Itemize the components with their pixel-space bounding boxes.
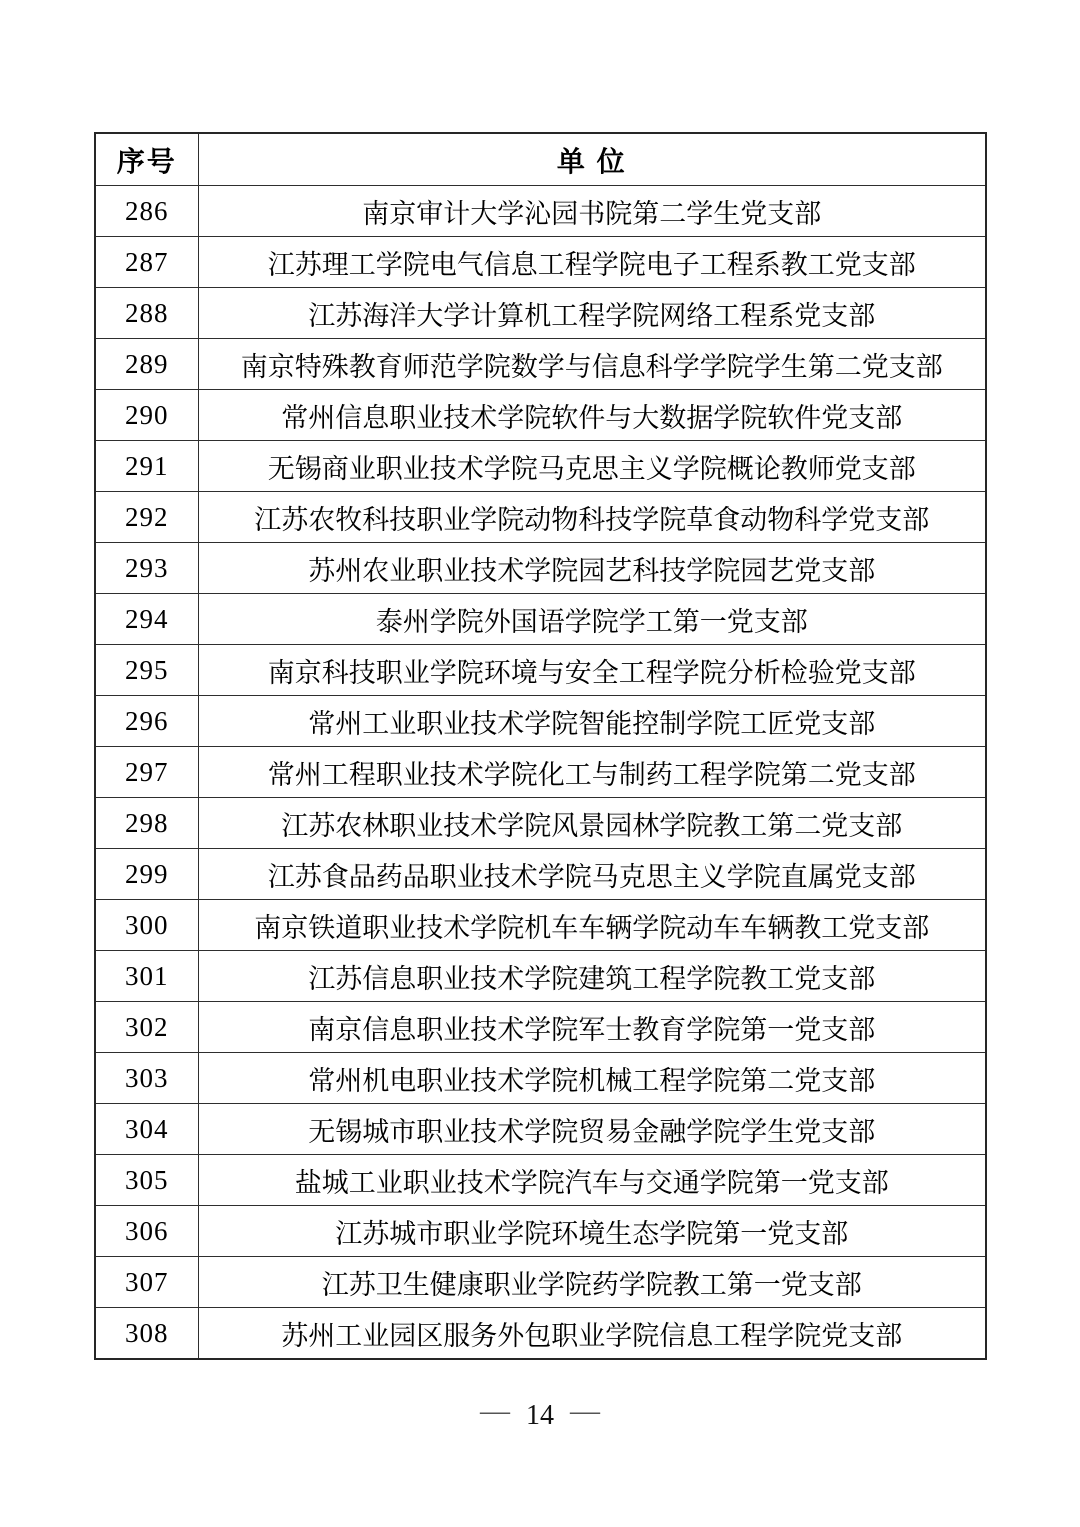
table-row [95, 390, 986, 441]
table-header-row [95, 133, 986, 186]
cell-serial-number: 293 [95, 543, 198, 594]
table-body [95, 186, 986, 1360]
table-row [95, 1104, 986, 1155]
cell-serial-number: 305 [95, 1155, 198, 1206]
cell-unit-name: 江苏理工学院电气信息工程学院电子工程系教工党支部 [198, 237, 986, 288]
cell-serial-number: 297 [95, 747, 198, 798]
cell-unit-name: 苏州工业园区服务外包职业学院信息工程学院党支部 [198, 1308, 986, 1360]
table-row [95, 186, 986, 237]
table-row [95, 543, 986, 594]
cell-serial-number: 296 [95, 696, 198, 747]
cell-unit-name: 南京铁道职业技术学院机车车辆学院动车车辆教工党支部 [198, 900, 986, 951]
header-unit: 单 位 [198, 133, 986, 186]
cell-serial-number: 307 [95, 1257, 198, 1308]
cell-unit-name: 常州工程职业技术学院化工与制药工程学院第二党支部 [198, 747, 986, 798]
cell-unit-name: 南京特殊教育师范学院数学与信息科学学院学生第二党支部 [198, 339, 986, 390]
table-row [95, 237, 986, 288]
footer-right-dash: — [570, 1394, 600, 1427]
page-footer [0, 1394, 1080, 1432]
cell-serial-number: 303 [95, 1053, 198, 1104]
cell-unit-name: 江苏海洋大学计算机工程学院网络工程系党支部 [198, 288, 986, 339]
table-row [95, 1206, 986, 1257]
table-row [95, 696, 986, 747]
cell-serial-number: 291 [95, 441, 198, 492]
header-serial-number: 序号 [95, 133, 198, 186]
cell-serial-number: 306 [95, 1206, 198, 1257]
cell-serial-number: 295 [95, 645, 198, 696]
cell-serial-number: 286 [95, 186, 198, 237]
table-row [95, 798, 986, 849]
unit-roster-table [94, 132, 987, 1360]
table-row [95, 288, 986, 339]
cell-unit-name: 南京科技职业学院环境与安全工程学院分析检验党支部 [198, 645, 986, 696]
table-row [95, 339, 986, 390]
cell-unit-name: 常州工业职业技术学院智能控制学院工匠党支部 [198, 696, 986, 747]
footer-left-dash: — [480, 1394, 510, 1427]
footer-page-number: 14 [526, 1400, 554, 1431]
table-row [95, 1053, 986, 1104]
cell-unit-name: 常州机电职业技术学院机械工程学院第二党支部 [198, 1053, 986, 1104]
table-row [95, 594, 986, 645]
table-row [95, 1308, 986, 1360]
table-row [95, 849, 986, 900]
cell-unit-name: 苏州农业职业技术学院园艺科技学院园艺党支部 [198, 543, 986, 594]
cell-serial-number: 288 [95, 288, 198, 339]
cell-unit-name: 江苏卫生健康职业学院药学院教工第一党支部 [198, 1257, 986, 1308]
cell-unit-name: 盐城工业职业技术学院汽车与交通学院第一党支部 [198, 1155, 986, 1206]
table-row [95, 492, 986, 543]
table-row [95, 747, 986, 798]
cell-serial-number: 299 [95, 849, 198, 900]
cell-serial-number: 301 [95, 951, 198, 1002]
cell-unit-name: 江苏城市职业学院环境生态学院第一党支部 [198, 1206, 986, 1257]
cell-unit-name: 江苏信息职业技术学院建筑工程学院教工党支部 [198, 951, 986, 1002]
table-row [95, 900, 986, 951]
cell-serial-number: 308 [95, 1308, 198, 1360]
cell-serial-number: 294 [95, 594, 198, 645]
cell-serial-number: 292 [95, 492, 198, 543]
cell-serial-number: 302 [95, 1002, 198, 1053]
cell-unit-name: 江苏农牧科技职业学院动物科技学院草食动物科学党支部 [198, 492, 986, 543]
cell-unit-name: 无锡商业职业技术学院马克思主义学院概论教师党支部 [198, 441, 986, 492]
cell-serial-number: 287 [95, 237, 198, 288]
table-row [95, 1002, 986, 1053]
cell-unit-name: 江苏食品药品职业技术学院马克思主义学院直属党支部 [198, 849, 986, 900]
table-row [95, 1155, 986, 1206]
table-row [95, 1257, 986, 1308]
cell-unit-name: 泰州学院外国语学院学工第一党支部 [198, 594, 986, 645]
cell-serial-number: 298 [95, 798, 198, 849]
table-row [95, 441, 986, 492]
cell-serial-number: 304 [95, 1104, 198, 1155]
cell-unit-name: 江苏农林职业技术学院风景园林学院教工第二党支部 [198, 798, 986, 849]
cell-unit-name: 无锡城市职业技术学院贸易金融学院学生党支部 [198, 1104, 986, 1155]
table-row [95, 951, 986, 1002]
cell-serial-number: 289 [95, 339, 198, 390]
table-row [95, 645, 986, 696]
cell-serial-number: 300 [95, 900, 198, 951]
cell-unit-name: 南京信息职业技术学院军士教育学院第一党支部 [198, 1002, 986, 1053]
cell-unit-name: 南京审计大学沁园书院第二学生党支部 [198, 186, 986, 237]
cell-unit-name: 常州信息职业技术学院软件与大数据学院软件党支部 [198, 390, 986, 441]
cell-serial-number: 290 [95, 390, 198, 441]
